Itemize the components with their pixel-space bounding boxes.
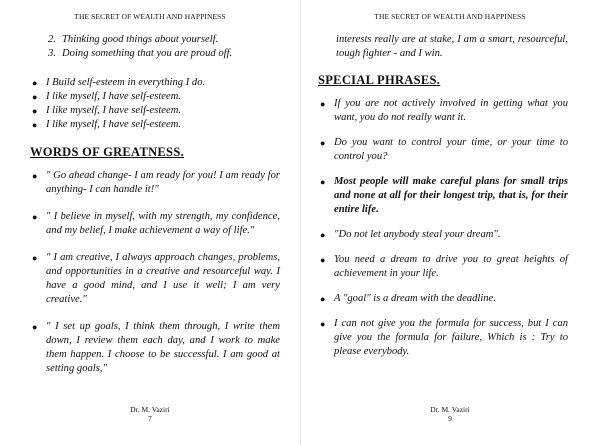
list-number: 2. [48, 34, 56, 45]
bullet-icon: ● [320, 138, 326, 148]
list-item [30, 320, 280, 376]
list-item [48, 47, 280, 61]
bullet-icon: ● [320, 294, 326, 304]
list-item [318, 175, 568, 217]
list-text: I like myself, I have self-esteem. [46, 91, 182, 102]
bullet-icon: ● [320, 230, 326, 240]
page-number: 9 [448, 414, 452, 423]
affirmation-list [30, 76, 280, 132]
list-text: I like myself, I have self-esteem. [46, 105, 182, 116]
footer-author: Dr. M. Vaziri [430, 405, 470, 414]
list-item [318, 136, 568, 164]
phrase-text: Do you want to control your time, or your time to control you? [334, 137, 568, 162]
list-text: Thinking good things about yourself. [62, 34, 219, 45]
phrase-text: A "goal" is a dream with the deadline. [334, 293, 496, 304]
bullet-icon: ● [320, 319, 326, 329]
phrase-list [318, 97, 568, 359]
bullet-icon: ● [32, 106, 38, 116]
list-item [30, 76, 280, 90]
list-item [318, 317, 568, 359]
left-content [30, 33, 280, 376]
bullet-icon: ● [32, 253, 38, 263]
phrase-text: If you are not actively involved in getting what you want, you do not really want it. [334, 98, 568, 123]
continuation-text: interests really are at stake, I am a smart, resourceful, tough fighter - and I win. [336, 34, 568, 59]
quote-text: " Go ahead change- I am ready for you! I am ready for anything- I can handle it!" [46, 170, 280, 195]
list-item [318, 97, 568, 125]
list-item [30, 104, 280, 118]
section-heading: SPECIAL PHRASES. [318, 73, 441, 87]
bullet-icon: ● [32, 171, 38, 181]
list-item [30, 210, 280, 238]
phrase-text: "Do not let anybody steal your dream". [334, 229, 501, 240]
section-heading: WORDS OF GREATNESS. [30, 145, 184, 159]
list-item [30, 90, 280, 104]
phrase-text: Most people will make careful plans for small trips and none at all for their longest trip, that is, for their entire life. [334, 176, 568, 215]
bullet-icon: ● [320, 255, 326, 265]
bullet-icon: ● [32, 322, 38, 332]
bullet-icon: ● [320, 177, 326, 187]
bullet-icon: ● [32, 92, 38, 102]
list-text: I Build self-esteem in everything I do. [46, 77, 206, 88]
bullet-icon: ● [32, 120, 38, 130]
list-item [318, 253, 568, 281]
list-item [30, 118, 280, 132]
phrase-text: You need a dream to drive you to great heights of achievement in your life. [334, 254, 568, 279]
bullet-icon: ● [320, 99, 326, 109]
footer-author: Dr. M. Vaziri [130, 405, 170, 414]
list-item [30, 169, 280, 197]
right-content [318, 33, 568, 359]
list-item [318, 228, 568, 242]
list-text: Doing something that you are proud off. [62, 48, 233, 59]
numbered-list [30, 33, 280, 61]
page-number: 7 [148, 414, 152, 423]
quote-list [30, 169, 280, 376]
quote-text: " I believe in myself, with my strength, my confidence, and my belief, I make achievement a way of life." [46, 211, 280, 236]
quote-text: " I am creative, I always approach changes, problems, and opportunities in a creative and resourceful way. I have a good mind, and I use it well; I am very creative." [46, 252, 280, 305]
quote-text: " I set up goals, I think them through, I write them down, I review them each day, and I work to make them happen. I choose to be successful. I am good at setting goals," [46, 321, 280, 374]
list-item [48, 33, 280, 47]
phrase-text: I can not give you the formula for success, but I can give you the formula for failure, Which is : Try to please everybody. [334, 318, 568, 357]
page-footer [0, 405, 300, 423]
list-number: 3. [48, 48, 56, 59]
page-header: THE SECRET OF WEALTH AND HAPPINESS [374, 12, 526, 21]
page-header: THE SECRET OF WEALTH AND HAPPINESS [74, 12, 226, 21]
list-text: I like myself, I have self-esteem. [46, 119, 182, 130]
list-item [318, 292, 568, 306]
bullet-icon: ● [32, 212, 38, 222]
bullet-icon: ● [32, 78, 38, 88]
page-footer [300, 405, 600, 423]
list-item [30, 251, 280, 307]
